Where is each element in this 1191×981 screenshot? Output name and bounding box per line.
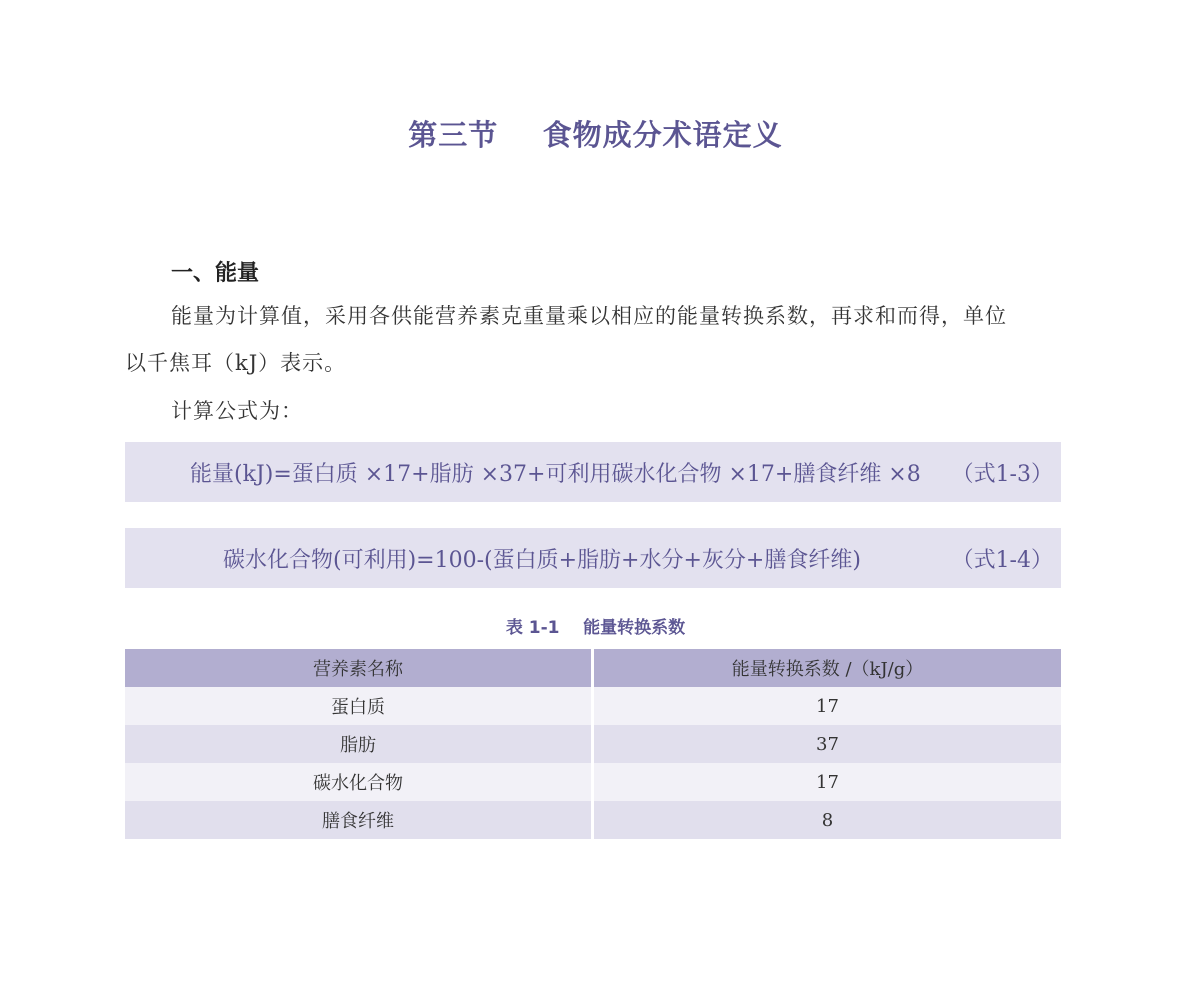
- coefficient-cell: 8: [593, 801, 1062, 839]
- section-title: 第三节 食物成分术语定义: [408, 118, 783, 152]
- formula-box-1-4: [125, 528, 1061, 588]
- formula-expression: 能量(kJ)=蛋白质 ×17+脂肪 ×37+可利用碳水化合物 ×17+膳食纤维 ×8: [190, 462, 921, 487]
- column-header-coefficient: 能量转换系数 /（kJ/g）: [593, 649, 1062, 687]
- energy-conversion-table: [125, 649, 1061, 839]
- paragraph-2: 计算公式为：: [171, 399, 303, 423]
- nutrient-cell: 脂肪: [125, 725, 593, 763]
- paragraph-1-line-1: 能量为计算值，采用各供能营养素克重量乘以相应的能量转换系数，再求和而得，单位: [171, 304, 1007, 328]
- heading-energy: 一、能量: [171, 261, 260, 286]
- nutrient-cell: 蛋白质: [125, 687, 593, 725]
- column-header-nutrient: 营养素名称: [125, 649, 593, 687]
- table-header-row: [125, 649, 1061, 687]
- table-row: [125, 725, 1061, 763]
- table-row: [125, 763, 1061, 801]
- coefficient-cell: 17: [593, 763, 1062, 801]
- table-row: [125, 801, 1061, 839]
- formula-expression: 碳水化合物(可利用)=100-(蛋白质+脂肪+水分+灰分+膳食纤维): [223, 548, 861, 573]
- coefficient-cell: 37: [593, 725, 1062, 763]
- formula-tag: （式1-4）: [951, 548, 1053, 573]
- table-row: [125, 687, 1061, 725]
- nutrient-cell: 碳水化合物: [125, 763, 593, 801]
- formula-box-1-3: [125, 442, 1061, 502]
- paragraph-1-line-2: 以千焦耳（kJ）表示。: [125, 351, 347, 375]
- table-caption: 表 1-1 能量转换系数: [505, 618, 686, 638]
- formula-tag: （式1-3）: [951, 462, 1053, 487]
- coefficient-cell: 17: [593, 687, 1062, 725]
- nutrient-cell: 膳食纤维: [125, 801, 593, 839]
